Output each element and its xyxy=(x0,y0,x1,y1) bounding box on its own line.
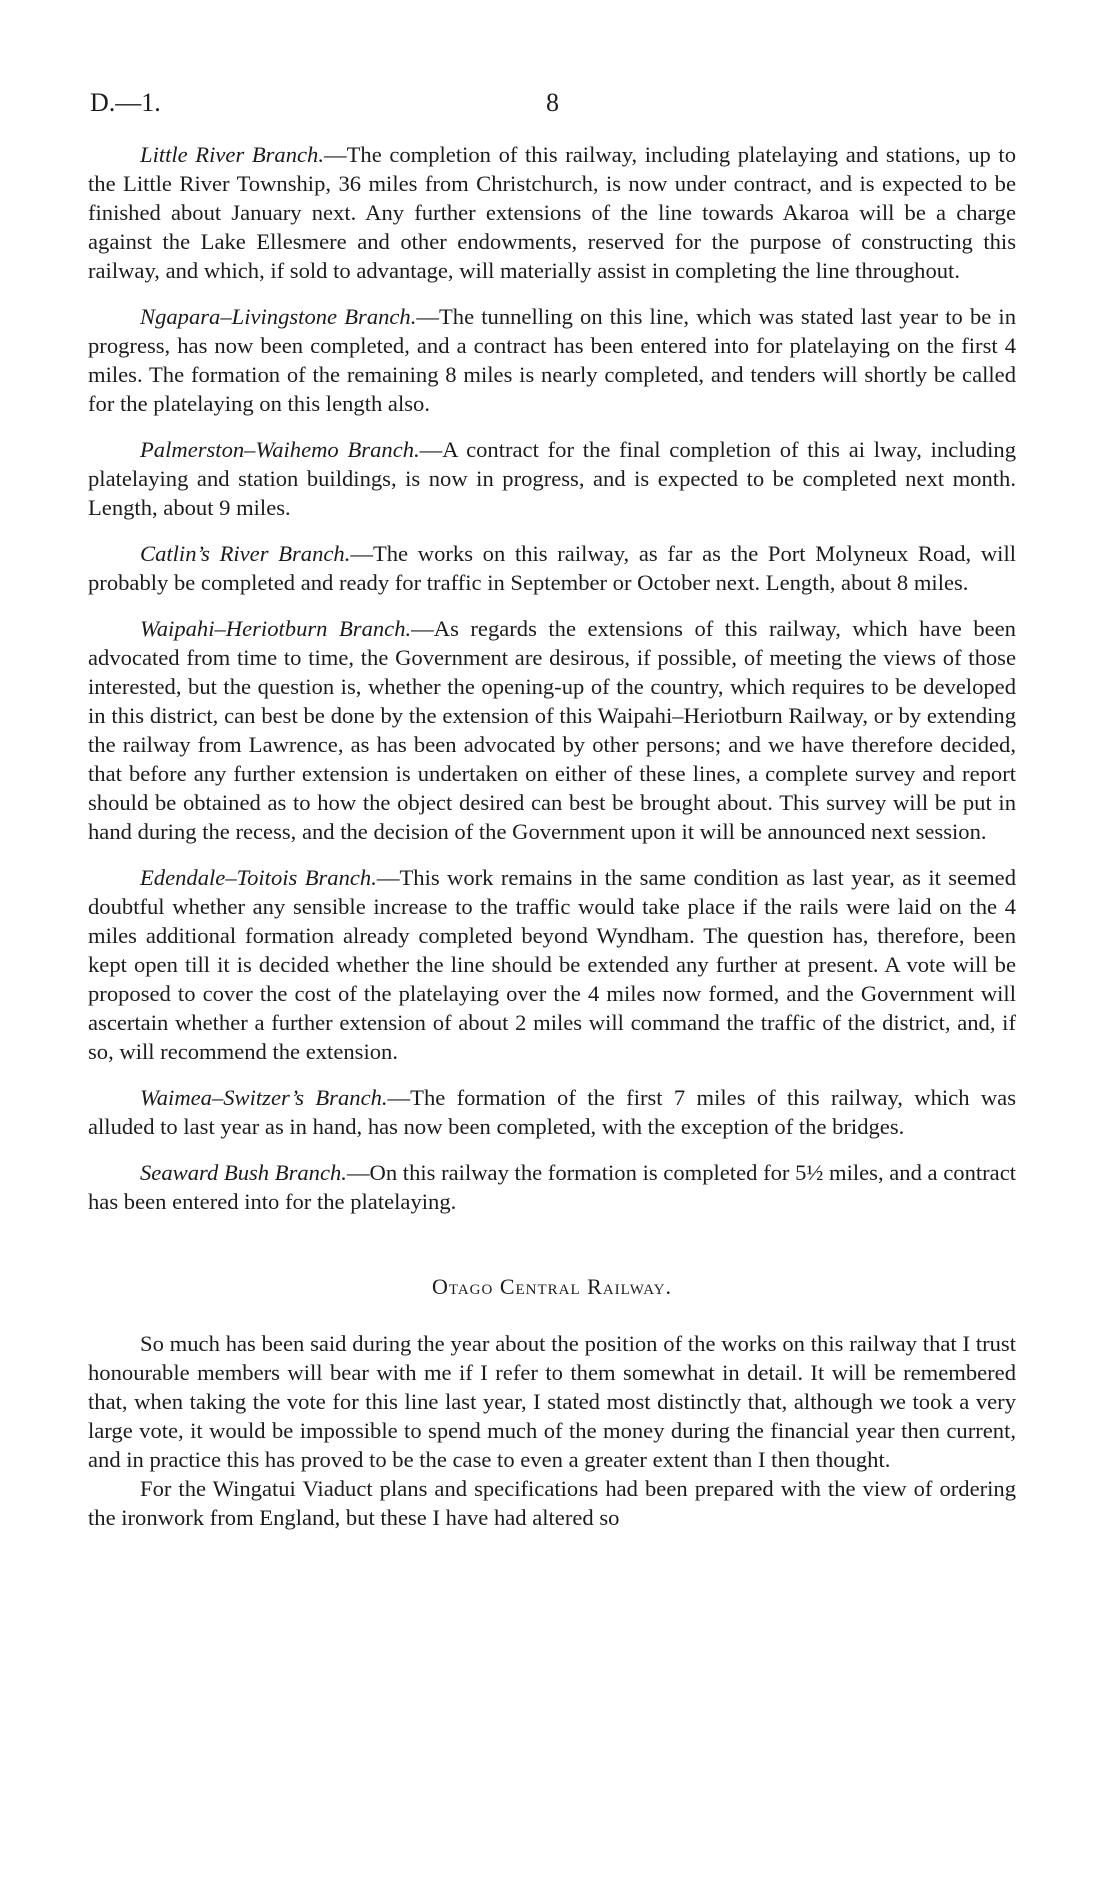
section-catlins-river xyxy=(88,539,1016,597)
section-text: —A contract for the final completion of this ai lway, including platelaying and station buildings, is now in progress, and is expected to be completed next month. Length, about 9 miles. xyxy=(88,437,1016,520)
section-text: —The works on this railway, as far as the Port Molyneux Road, will probably be completed and ready for traffic in September or October next. Length, about 8 miles. xyxy=(88,541,1016,595)
section-name: Edendale–Toitois Branch. xyxy=(140,865,377,890)
section-waimea-switzers xyxy=(88,1083,1016,1141)
section-name: Palmerston–Waihemo Branch. xyxy=(140,437,420,462)
section-edendale-toitois xyxy=(88,863,1016,1066)
section-text: —The formation of the first 7 miles of this railway, which was alluded to last year as in hand, has now been completed, with the exception of the bridges. xyxy=(88,1085,1016,1139)
section-name: Waipahi–Heriotburn Branch. xyxy=(140,616,412,641)
section-text: —This work remains in the same condition as last year, as it seemed doubtful whether any sensible increase to the traffic would take place if the rails were laid on the 4 miles additional formation already completed beyond Wyndham. The question has, therefore, been kept open till it is decided whether the line should be extended any further at present. A vote will be proposed to cover the cost of the platelaying over the 4 miles now formed, and the Government will ascertain whether a further extension of about 2 miles will command the traffic of the district, and, if so, will recommend the extension. xyxy=(88,865,1016,1064)
section-name: Little River Branch. xyxy=(140,142,324,167)
section-little-river xyxy=(88,140,1016,285)
document-reference: D.—1. xyxy=(90,88,161,117)
page-body xyxy=(88,140,1016,1532)
section-text: —The tunnelling on this line, which was stated last year to be in progress, has now been completed, and a contract has been entered into for platelaying on the first 4 miles. The formation of the remaining 8 miles is nearly completed, and tenders will shortly be called for the platelaying on this length also. xyxy=(88,304,1017,416)
section-text: —On this railway the formation is completed for 5½ miles, and a contract has been entered into for the platelaying. xyxy=(88,1160,1017,1214)
section-text: —The completion of this railway, including platelaying and stations, up to the Little River Township, 36 miles from Christchurch, is now under contract, and is expected to be finished about January next. Any further extensions of the line towards Akaroa will be a charge against the Lake Ellesmere and other endowments, reserved for the purpose of constructing this railway, and which, if sold to advantage, will materially assist in completing the line throughout. xyxy=(88,142,1016,283)
body-paragraph: For the Wingatui Viaduct plans and specifications had been prepared with the view of ordering the ironwork from England, but these I have had altered so xyxy=(88,1476,1016,1530)
section-heading: Otago Central Railway. xyxy=(431,1274,672,1299)
section-name: Waimea–Switzer’s Branch. xyxy=(140,1085,388,1110)
section-name: Catlin’s River Branch. xyxy=(140,541,351,566)
section-seaward-bush xyxy=(88,1158,1016,1216)
body-paragraph: So much has been said during the year about the position of the works on this railway that I trust honourable members will bear with me if I refer to them somewhat in detail. It will be remembered that, when taking the vote for this line last year, I stated most distinctly that, although we took a very large vote, it would be impossible to spend much of the money during the financial year then current, and in practice this has proved to be the case to even a greater extent than I then thought. xyxy=(88,1331,1016,1472)
page-header xyxy=(90,88,1020,128)
section-waipahi-heriotburn xyxy=(88,614,1016,846)
section-text: —As regards the extensions of this railway, which have been advocated from time to time, the Government are desirous, if possible, of meeting the views of those interested, but the question is, whether the opening-up of the country, which requires to be developed in this district, can best be done by the extension of this Waipahi–Heriotburn Railway, or by extending the railway from Lawrence, as has been advocated by other persons; and we have therefore decided, that before any further extension is undertaken on either of these lines, a complete survey and report should be obtained as to how the object desired can best be brought about. This survey will be put in hand during the recess, and the decision of the Government upon it will be announced next session. xyxy=(88,616,1016,844)
page-number: 8 xyxy=(546,88,559,117)
section-name: Ngapara–Livingstone Branch. xyxy=(140,304,417,329)
section-palmerston-waihemo xyxy=(88,435,1016,522)
section-name: Seaward Bush Branch. xyxy=(140,1160,347,1185)
section-ngapara-livingstone xyxy=(88,302,1016,418)
